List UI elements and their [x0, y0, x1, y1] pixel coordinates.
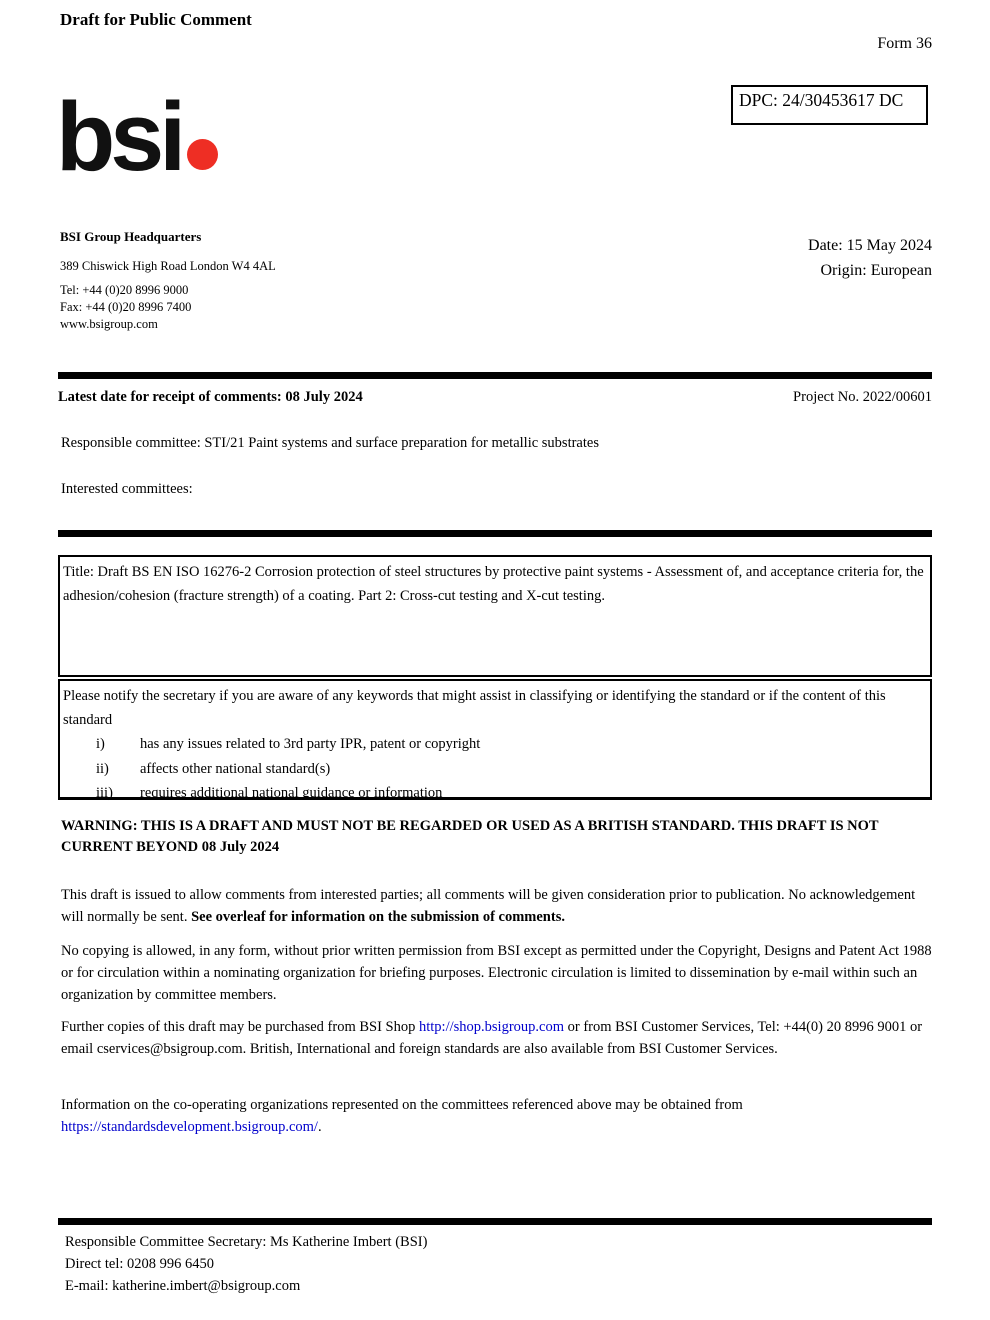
- keywords-intro: Please notify the secretary if you are aware of any keywords that might assist in classifying or identifying the standard or if the content of this standard: [63, 688, 886, 728]
- comments-paragraph-bold: See overleaf for information on the submission of comments.: [191, 909, 565, 925]
- secretary-email-line: E-mail: katherine.imbert@bsigroup.com: [65, 1278, 301, 1294]
- cooperating-orgs-paragraph: [61, 1094, 933, 1138]
- secretary-line: Responsible Committee Secretary: Ms Katherine Imbert (BSI): [65, 1234, 428, 1250]
- keywords-item-number: ii): [96, 760, 109, 777]
- headquarters-address: 389 Chiswick High Road London W4 4AL: [60, 259, 276, 273]
- dpc-number-box: [731, 85, 928, 125]
- standard-title-box: [58, 555, 932, 677]
- standards-development-link[interactable]: https://standardsdevelopment.bsigroup.com/: [61, 1119, 318, 1135]
- cooperating-orgs-period: .: [317, 1119, 322, 1135]
- latest-date-label: Latest date for receipt of comments: 08 July 2024: [58, 389, 363, 405]
- headquarters-website: www.bsigroup.com: [60, 317, 158, 331]
- direct-tel-line: Direct tel: 0208 996 6450: [65, 1256, 215, 1272]
- headquarters-fax: Fax: +44 (0)20 8996 7400: [60, 300, 192, 314]
- keywords-item: [63, 781, 928, 806]
- copyright-paragraph: No copying is allowed, in any form, without prior written permission from BSI except as permitted under the Copyright, Designs and Patent Act 1988 or for circulation within a nominating organization for briefing purposes. Electronic circulation is limited to dissemination by e-mail within such an organization by committee members.: [61, 943, 932, 1003]
- keywords-item-text: affects other national standard(s): [140, 760, 331, 777]
- headquarters-title: BSI Group Headquarters: [60, 229, 202, 244]
- divider-bar-bottom: [58, 1218, 932, 1225]
- secretary-footer-block: [65, 1231, 427, 1297]
- further-copies-paragraph: [61, 1016, 933, 1060]
- bsi-logo: [56, 82, 218, 191]
- keywords-notice-box: [58, 679, 932, 800]
- comments-deadline-row: [58, 389, 932, 406]
- project-number: Project No. 2022/00601: [793, 389, 932, 405]
- cooperating-orgs-text: Information on the co-operating organizations represented on the committees referenced above may be obtained from: [61, 1097, 743, 1113]
- dpc-number: DPC: 24/30453617 DC: [739, 90, 904, 110]
- date-origin-block: [58, 233, 932, 283]
- divider-bar-middle: [58, 530, 932, 537]
- keywords-item-text: requires additional national guidance or information: [140, 785, 443, 801]
- bsi-logo-text: bsi: [56, 82, 182, 191]
- standard-title-text: Title: Draft BS EN ISO 16276-2 Corrosion protection of steel structures by protective paint systems - Assessment of, and acceptance criteria for, the adhesion/cohesion (fracture strength) of a coating. Part 2: Cross-cut testing and X-cut testing.: [63, 564, 924, 604]
- further-copies-text-2: or from BSI Customer Services, Tel: +44(0) 20 8996 9001 or email cservices@bsigroup.com. British, International and foreign standards are also available from BSI Customer Services.: [61, 1019, 923, 1057]
- bsi-shop-link[interactable]: http://shop.bsigroup.com: [419, 1019, 564, 1035]
- keywords-item-text: has any issues related to 3rd party IPR, patent or copyright: [140, 736, 481, 752]
- interested-committees-line: Interested committees:: [61, 481, 193, 497]
- keywords-item-number: i): [96, 736, 105, 752]
- form-number: Form 36: [877, 35, 932, 52]
- headquarters-tel: Tel: +44 (0)20 8996 9000: [60, 283, 189, 297]
- responsible-committee-line: Responsible committee: STI/21 Paint systems and surface preparation for metallic substrates: [61, 435, 599, 451]
- keywords-item: [63, 757, 928, 782]
- origin-line: Origin: European: [820, 262, 932, 279]
- draft-warning-text: WARNING: THIS IS A DRAFT AND MUST NOT BE REGARDED OR USED AS A BRITISH STANDARD. THIS DRAFT IS NOT CURRENT BEYOND 08 July 2024: [61, 818, 879, 855]
- divider-bar-top: [58, 372, 932, 379]
- keywords-item-number: iii): [96, 785, 113, 801]
- keywords-item: [63, 732, 928, 757]
- date-line: Date: 15 May 2024: [808, 237, 932, 254]
- page-title: Draft for Public Comment: [60, 10, 252, 29]
- comments-paragraph-text: This draft is issued to allow comments from interested parties; all comments will be given consideration prior to publication. No acknowledgement will normally be sent.: [61, 887, 916, 925]
- bsi-logo-red-dot-icon: [187, 139, 218, 170]
- comments-paragraph: [61, 884, 933, 928]
- further-copies-text: Further copies of this draft may be purchased from BSI Shop: [61, 1019, 419, 1035]
